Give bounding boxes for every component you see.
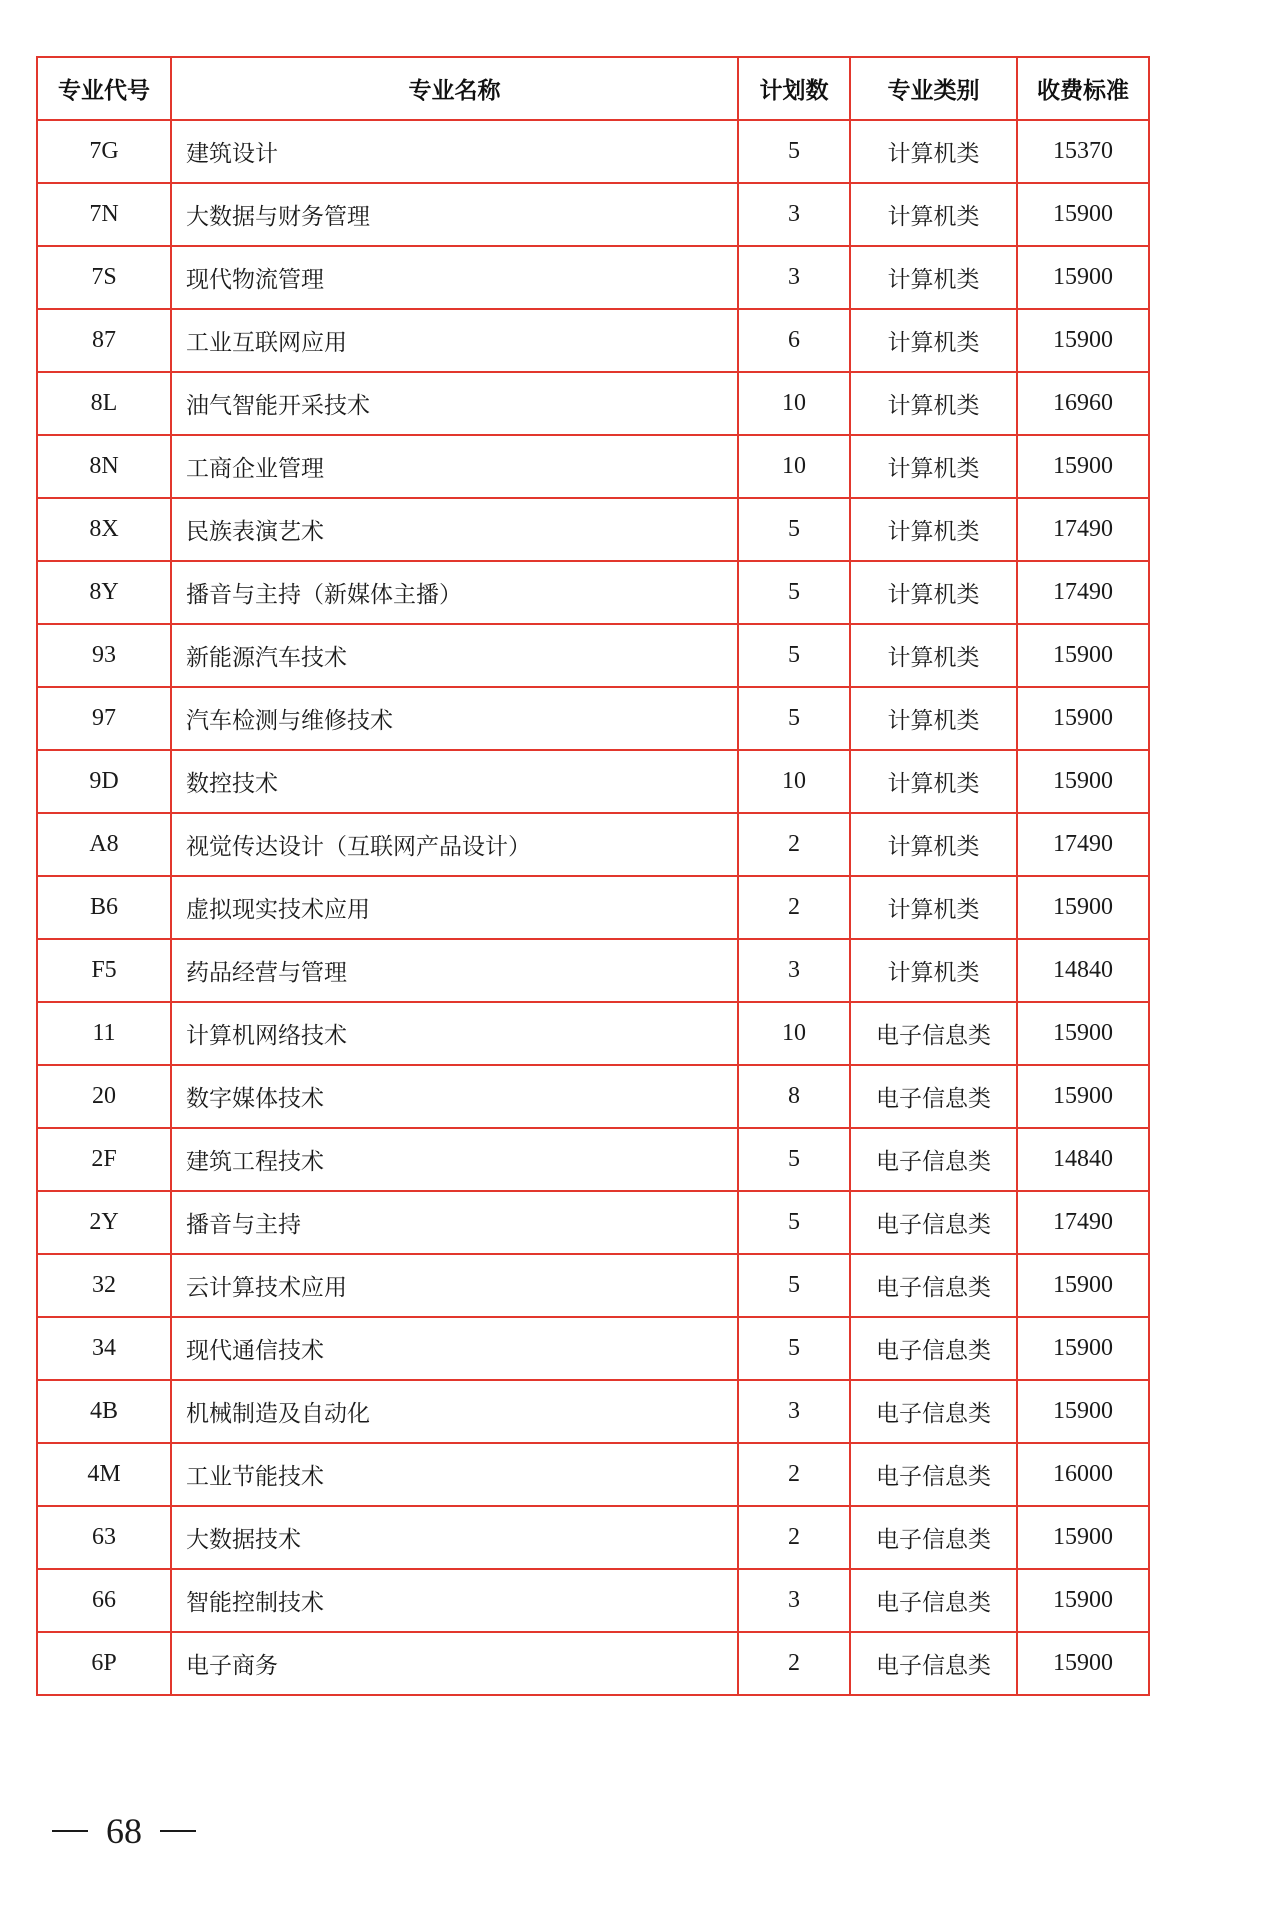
majors-table: [36, 56, 1150, 1696]
header-plan: 计划数: [738, 57, 850, 120]
cell-code: 66: [37, 1569, 171, 1632]
cell-plan: 8: [738, 1065, 850, 1128]
page-number-right-dash: [160, 1830, 196, 1832]
cell-code: 2F: [37, 1128, 171, 1191]
cell-plan: 5: [738, 1128, 850, 1191]
cell-type: 电子信息类: [850, 1317, 1017, 1380]
cell-name: 汽车检测与维修技术: [171, 687, 738, 750]
table-row: [37, 183, 1149, 246]
cell-plan: 10: [738, 372, 850, 435]
table-row: [37, 498, 1149, 561]
cell-type: 计算机类: [850, 687, 1017, 750]
cell-name: 建筑设计: [171, 120, 738, 183]
table-row: [37, 246, 1149, 309]
cell-code: 8N: [37, 435, 171, 498]
cell-plan: 5: [738, 687, 850, 750]
page-number-left-dash: [52, 1830, 88, 1832]
cell-name: 建筑工程技术: [171, 1128, 738, 1191]
cell-name: 电子商务: [171, 1632, 738, 1695]
table-row: [37, 624, 1149, 687]
cell-type: 计算机类: [850, 876, 1017, 939]
cell-code: 34: [37, 1317, 171, 1380]
cell-code: 8X: [37, 498, 171, 561]
header-name: 专业名称: [171, 57, 738, 120]
cell-fee: 17490: [1017, 561, 1149, 624]
cell-name: 机械制造及自动化: [171, 1380, 738, 1443]
cell-fee: 15900: [1017, 1632, 1149, 1695]
cell-name: 计算机网络技术: [171, 1002, 738, 1065]
cell-code: 97: [37, 687, 171, 750]
cell-code: B6: [37, 876, 171, 939]
cell-type: 电子信息类: [850, 1065, 1017, 1128]
page-number: [52, 1810, 196, 1852]
cell-plan: 5: [738, 561, 850, 624]
cell-code: 8Y: [37, 561, 171, 624]
cell-plan: 3: [738, 246, 850, 309]
cell-type: 计算机类: [850, 309, 1017, 372]
cell-code: 4B: [37, 1380, 171, 1443]
cell-code: 9D: [37, 750, 171, 813]
cell-fee: 15900: [1017, 1506, 1149, 1569]
table-row: [37, 561, 1149, 624]
cell-name: 大数据技术: [171, 1506, 738, 1569]
table-body: [37, 120, 1149, 1695]
cell-code: 7G: [37, 120, 171, 183]
cell-plan: 10: [738, 435, 850, 498]
cell-fee: 17490: [1017, 1191, 1149, 1254]
cell-fee: 15900: [1017, 687, 1149, 750]
cell-plan: 3: [738, 183, 850, 246]
cell-fee: 15900: [1017, 624, 1149, 687]
cell-code: 63: [37, 1506, 171, 1569]
table-row: [37, 1443, 1149, 1506]
table-row: [37, 1128, 1149, 1191]
cell-name: 播音与主持: [171, 1191, 738, 1254]
cell-plan: 2: [738, 1443, 850, 1506]
cell-name: 大数据与财务管理: [171, 183, 738, 246]
cell-plan: 2: [738, 876, 850, 939]
cell-fee: 15900: [1017, 750, 1149, 813]
cell-type: 计算机类: [850, 939, 1017, 1002]
cell-code: 32: [37, 1254, 171, 1317]
header-type: 专业类别: [850, 57, 1017, 120]
cell-fee: 15900: [1017, 876, 1149, 939]
cell-plan: 10: [738, 1002, 850, 1065]
cell-type: 电子信息类: [850, 1506, 1017, 1569]
table-row: [37, 120, 1149, 183]
table-row: [37, 1317, 1149, 1380]
cell-plan: 5: [738, 1317, 850, 1380]
header-code: 专业代号: [37, 57, 171, 120]
cell-code: A8: [37, 813, 171, 876]
cell-plan: 5: [738, 1191, 850, 1254]
cell-code: F5: [37, 939, 171, 1002]
table-row: [37, 876, 1149, 939]
cell-type: 计算机类: [850, 372, 1017, 435]
cell-code: 11: [37, 1002, 171, 1065]
cell-type: 计算机类: [850, 498, 1017, 561]
cell-plan: 5: [738, 120, 850, 183]
table-row: [37, 813, 1149, 876]
table-row: [37, 939, 1149, 1002]
cell-fee: 15900: [1017, 435, 1149, 498]
cell-name: 药品经营与管理: [171, 939, 738, 1002]
cell-plan: 3: [738, 1380, 850, 1443]
table-row: [37, 1569, 1149, 1632]
cell-plan: 10: [738, 750, 850, 813]
cell-plan: 2: [738, 1632, 850, 1695]
table-row: [37, 1506, 1149, 1569]
cell-code: 20: [37, 1065, 171, 1128]
cell-fee: 15900: [1017, 1569, 1149, 1632]
cell-fee: 17490: [1017, 498, 1149, 561]
cell-type: 计算机类: [850, 813, 1017, 876]
cell-code: 7N: [37, 183, 171, 246]
cell-name: 视觉传达设计（互联网产品设计）: [171, 813, 738, 876]
table-header-row: [37, 57, 1149, 120]
table-row: [37, 750, 1149, 813]
cell-type: 计算机类: [850, 183, 1017, 246]
table-row: [37, 1632, 1149, 1695]
cell-name: 油气智能开采技术: [171, 372, 738, 435]
table-row: [37, 1065, 1149, 1128]
cell-code: 8L: [37, 372, 171, 435]
table-row: [37, 1002, 1149, 1065]
cell-name: 智能控制技术: [171, 1569, 738, 1632]
cell-type: 计算机类: [850, 435, 1017, 498]
cell-type: 计算机类: [850, 120, 1017, 183]
cell-name: 现代通信技术: [171, 1317, 738, 1380]
cell-code: 4M: [37, 1443, 171, 1506]
cell-code: 93: [37, 624, 171, 687]
cell-plan: 2: [738, 813, 850, 876]
cell-name: 民族表演艺术: [171, 498, 738, 561]
table-row: [37, 372, 1149, 435]
cell-fee: 15900: [1017, 1002, 1149, 1065]
cell-fee: 15900: [1017, 1065, 1149, 1128]
cell-name: 云计算技术应用: [171, 1254, 738, 1317]
table-row: [37, 1254, 1149, 1317]
cell-name: 工业互联网应用: [171, 309, 738, 372]
cell-type: 电子信息类: [850, 1380, 1017, 1443]
page-number-value: 68: [106, 1811, 142, 1851]
cell-fee: 15900: [1017, 1380, 1149, 1443]
cell-fee: 14840: [1017, 939, 1149, 1002]
cell-name: 新能源汽车技术: [171, 624, 738, 687]
cell-plan: 3: [738, 1569, 850, 1632]
cell-name: 虚拟现实技术应用: [171, 876, 738, 939]
cell-code: 7S: [37, 246, 171, 309]
cell-plan: 3: [738, 939, 850, 1002]
cell-name: 数字媒体技术: [171, 1065, 738, 1128]
cell-type: 电子信息类: [850, 1002, 1017, 1065]
cell-name: 工商企业管理: [171, 435, 738, 498]
cell-fee: 15900: [1017, 246, 1149, 309]
cell-fee: 15900: [1017, 309, 1149, 372]
cell-name: 播音与主持（新媒体主播）: [171, 561, 738, 624]
cell-plan: 6: [738, 309, 850, 372]
cell-fee: 15900: [1017, 1317, 1149, 1380]
cell-fee: 14840: [1017, 1128, 1149, 1191]
cell-type: 计算机类: [850, 750, 1017, 813]
cell-fee: 16960: [1017, 372, 1149, 435]
table-row: [37, 1191, 1149, 1254]
cell-type: 电子信息类: [850, 1254, 1017, 1317]
cell-fee: 17490: [1017, 813, 1149, 876]
cell-type: 计算机类: [850, 624, 1017, 687]
cell-type: 计算机类: [850, 561, 1017, 624]
cell-type: 电子信息类: [850, 1443, 1017, 1506]
cell-type: 电子信息类: [850, 1128, 1017, 1191]
cell-type: 电子信息类: [850, 1191, 1017, 1254]
cell-plan: 5: [738, 624, 850, 687]
cell-fee: 15900: [1017, 1254, 1149, 1317]
table-row: [37, 309, 1149, 372]
cell-name: 工业节能技术: [171, 1443, 738, 1506]
cell-type: 电子信息类: [850, 1632, 1017, 1695]
cell-type: 计算机类: [850, 246, 1017, 309]
cell-name: 数控技术: [171, 750, 738, 813]
header-fee: 收费标准: [1017, 57, 1149, 120]
table-row: [37, 1380, 1149, 1443]
cell-fee: 15900: [1017, 183, 1149, 246]
cell-code: 6P: [37, 1632, 171, 1695]
cell-plan: 5: [738, 498, 850, 561]
cell-code: 2Y: [37, 1191, 171, 1254]
cell-plan: 2: [738, 1506, 850, 1569]
table-row: [37, 687, 1149, 750]
table-row: [37, 435, 1149, 498]
cell-fee: 16000: [1017, 1443, 1149, 1506]
cell-code: 87: [37, 309, 171, 372]
cell-fee: 15370: [1017, 120, 1149, 183]
cell-plan: 5: [738, 1254, 850, 1317]
cell-type: 电子信息类: [850, 1569, 1017, 1632]
cell-name: 现代物流管理: [171, 246, 738, 309]
